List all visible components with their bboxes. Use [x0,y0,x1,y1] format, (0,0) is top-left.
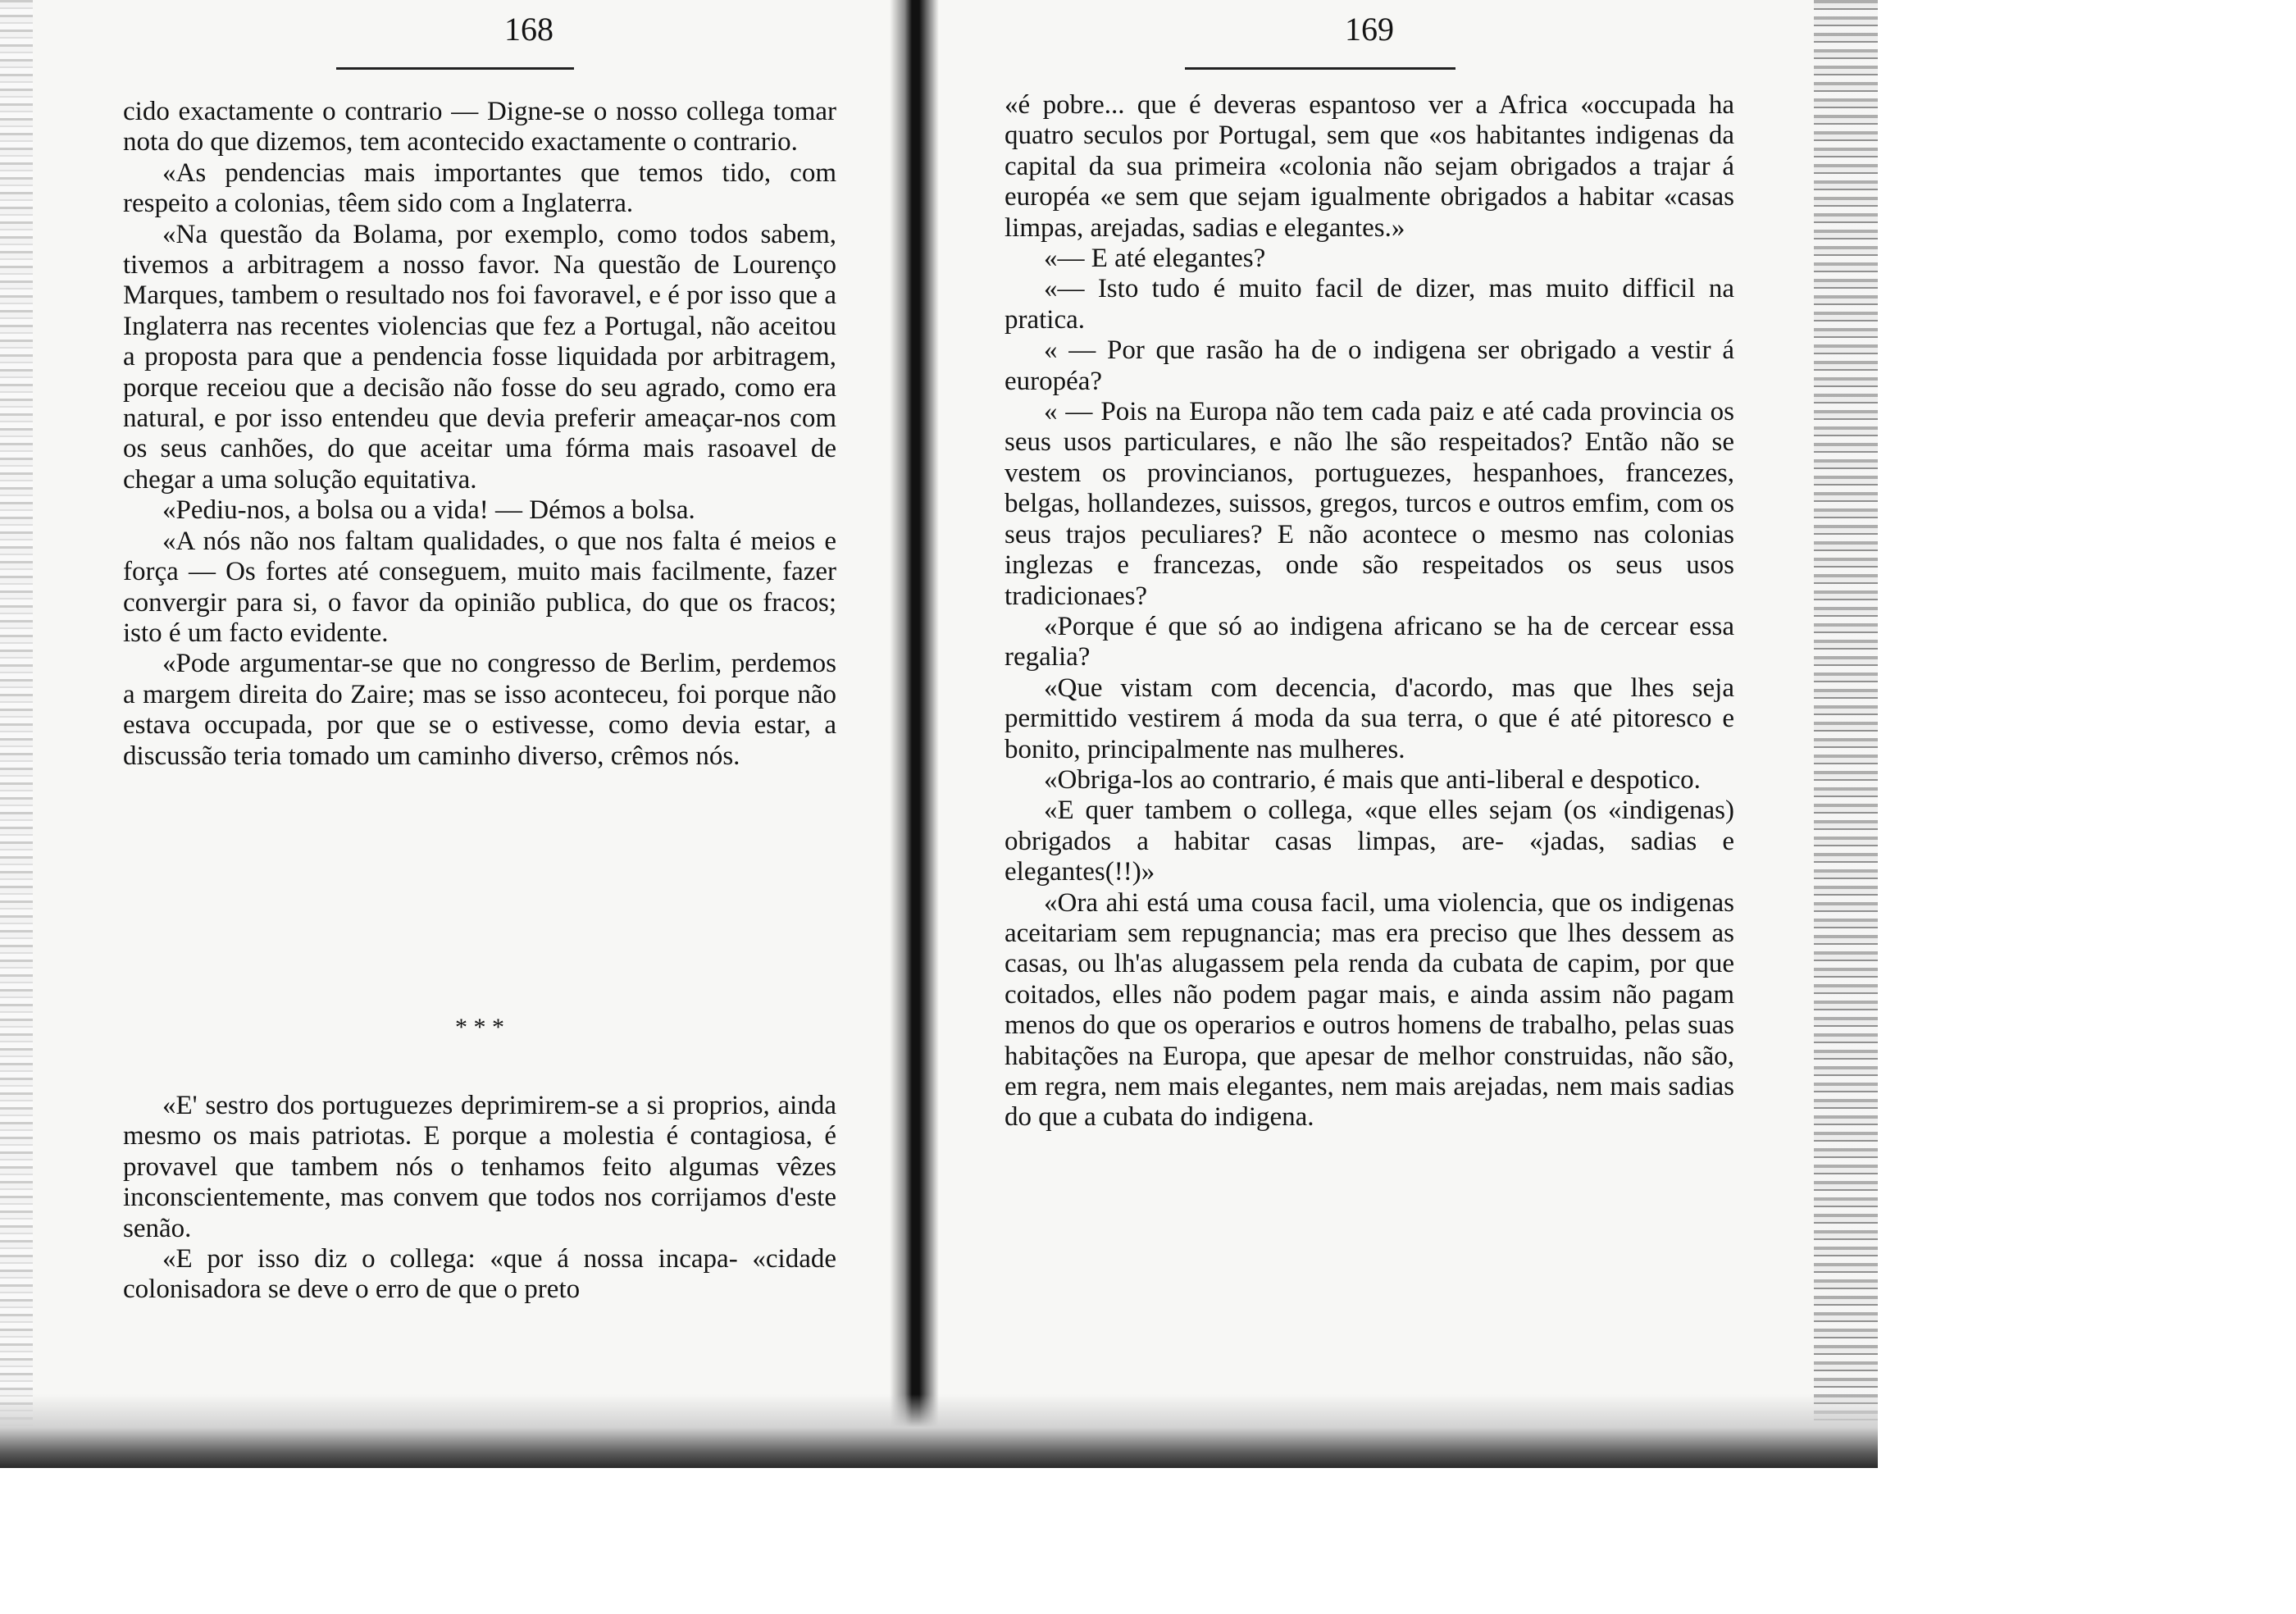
page-number: 169 [1345,11,1394,48]
header-rule [1185,67,1456,70]
paragraph: «Na questão da Bolama, por exemplo, como todos sabem, tivemos a arbitragem a nosso favor. Na questão de Lourenço Marques, tambem o resultado nos foi favoravel, e é por isso que a Inglaterra nas recentes violencias que fez a Portugal, não aceitou a proposta para que a pendencia fosse liquidada por arbitragem, porque receiou que a decisão não fosse do seu agrado, como era natural, e por isso entendeu que devia preferir ameaçar-nos com os seus canhões, do que aceitar uma fórma mais rasoavel de chegar a uma solução equitativa. [123,219,836,495]
page-edge-right [1814,0,1878,1468]
header-rule [336,67,574,70]
section-break: * * * [455,1014,504,1041]
paragraph: « — Pois na Europa não tem cada paiz e até cada provincia os seus usos particulares, e não lhe são respeitados? Então não se vestem os provincianos, portuguezes, hespanhoes, francezes, belgas, hollandezes, suissos, gregos, turcos e outros emfim, com os seus trajos peculiares? E não acontece o mesmo nas colonias inglezas e francezas, onde são respeitados os seus usos tradicionaes? [1004,397,1734,611]
left-page-text [123,97,836,772]
paragraph: «E quer tambem o collega, «que elles sejam (os «indigenas) obrigados a habitar casas limpas, are- «jadas, sadias e elegantes(!!)» [1004,796,1734,887]
left-page-text-lower [123,1091,836,1306]
page-edge-left [0,0,33,1468]
paragraph: «— Isto tudo é muito facil de dizer, mas muito difficil na pratica. [1004,274,1734,335]
paragraph: «Que vistam com decencia, d'acordo, mas que lhes seja permittido vestirem á moda da sua terra, o que é até pitoresco e bonito, principalmente nas mulheres. [1004,672,1734,764]
paragraph: «E' sestro dos portuguezes deprimirem-se a si proprios, ainda mesmo os mais patriotas. E porque a molestia é contagiosa, é provavel que tambem nós o tenhamos feito algumas vêzes inconscientemente, mas convem que todos nos corrijamos d'este senão. [123,1091,836,1243]
paragraph: «Porque é que só ao indigena africano se ha de cercear essa regalia? [1004,611,1734,672]
paragraph: «— E até elegantes? [1044,244,1266,274]
right-page-text [1004,90,1734,1133]
paragraph: «Ora ahi está uma cousa facil, uma violencia, que os indigenas aceitariam sem repugnancia; mas era preciso que lhes dessem as casas, ou lh'as alugassem pela renda da cubata de capim, por que coitados, elles não podem pagar mais, e ainda assim não pagam menos do que os operarios e outros homens de trabalho, pelas suas habitações na Europa, que apesar de melhor construidas, não são, em regra, nem mais elegantes, nem mais arejadas, nem mais sadias do que a cubata do indigena. [1004,887,1734,1133]
page-number: 168 [504,11,554,48]
paragraph: «é pobre... que é deveras espantoso ver a Africa «occupada ha quatro seculos por Portugal, sem que «os habitantes indigenas da capital da sua primeira «colonia não sejam obrigados a trajar á européa «e sem que sejam igualmente obrigados a habitar «casas limpas, arejadas, sadias e elegantes.» [1004,90,1734,243]
paragraph: «Pode argumentar-se que no congresso de Berlim, perdemos a margem direita do Zaire; mas se isso aconteceu, foi porque não estava occupada, por que se o estivesse, como devia estar, a discussão teria tomado um caminho diverso, crêmos nós. [123,649,836,771]
paragraph: «E por isso diz o collega: «que á nossa incapa- «cidade colonisadora se deve o erro de que o preto [123,1244,836,1305]
book-gutter [890,0,939,1468]
paragraph: «Pediu-nos, a bolsa ou a vida! — Démos a bolsa. [162,495,695,526]
paragraph: « — Por que rasão ha de o indigena ser obrigado a vestir á européa? [1004,335,1734,396]
paragraph: «As pendencias mais importantes que temos tido, com respeito a colonias, têem sido com a Inglaterra. [123,157,836,219]
paragraph: «A nós não nos faltam qualidades, o que nos falta é meios e força — Os fortes até conseguem, muito mais facilmente, fazer convergir para si, o favor da opinião publica, do que os fracos; isto é um facto evidente. [123,526,836,648]
paragraph: «Obriga-los ao contrario, é mais que anti-liberal e despotico. [1044,764,1701,795]
paragraph: cido exactamente o contrario — Digne-se o nosso collega tomar nota do que dizemos, tem acontecido exactamente o contrario. [123,97,836,157]
page-bottom-edge [0,1394,1878,1468]
